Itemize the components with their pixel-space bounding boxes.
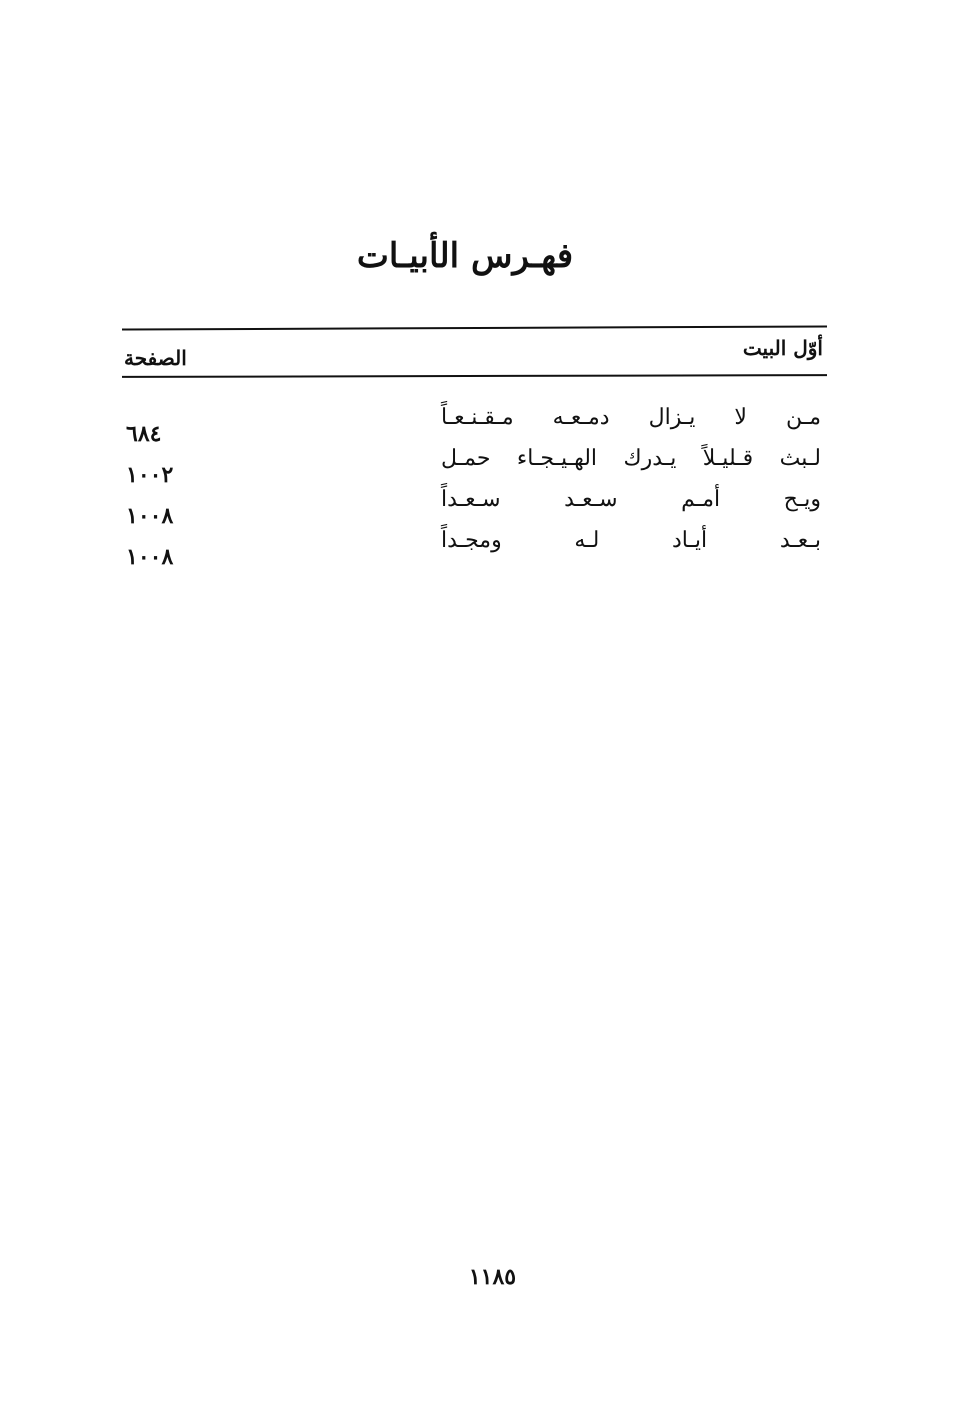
page-number: ١٠٠٨ (126, 503, 174, 529)
table-row (122, 487, 827, 528)
page-number: ١٠٠٢ (126, 462, 174, 488)
table-row (122, 446, 827, 487)
table-row (122, 528, 827, 569)
verse-opening: ويـح أمـم سـعـد سـعـداً (441, 487, 821, 512)
verse-opening: مـن لا يـزال دمـعـه مـقـنـعـاً (441, 405, 821, 430)
page-number: ٦٨٤ (126, 421, 162, 447)
folio-page-number: ١١٨٥ (468, 1264, 517, 1290)
verse-opening: لـبث قـليـلاً يـدرك الهـيـجـاء حمـل (441, 446, 821, 471)
table-header-rule (122, 374, 827, 378)
column-header-page: الصفحة (124, 346, 187, 370)
page-number: ١٠٠٨ (126, 544, 174, 570)
column-header-first-verse: أوّل البيت (742, 336, 823, 360)
page-title: فهـرس الأبيـات (356, 236, 574, 276)
verse-opening: بـعـد أيـاد لـه ومجـداً (441, 528, 821, 553)
verse-index-table (122, 405, 827, 569)
table-row (122, 405, 827, 446)
table-top-rule (122, 325, 827, 330)
